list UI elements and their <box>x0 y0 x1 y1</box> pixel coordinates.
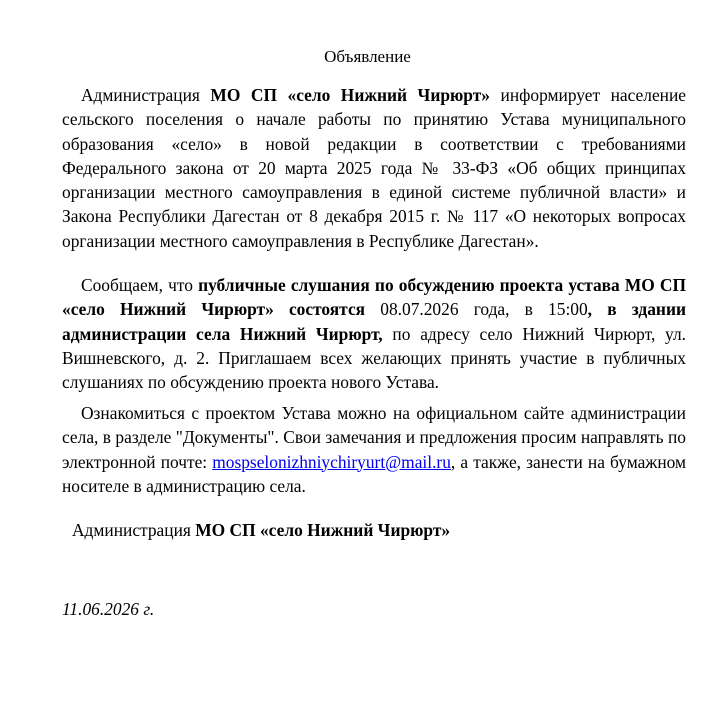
paragraph1-text-2: информирует население сельского поселения о начале работы по принятию Устава муниципального образования «село» в новой редакции в соответствии с требованиями Федерального закона от 20 марта 2025 года № 33-ФЗ «Об общих принципах организации местного самоуправления в единой системе публичной власти» и Закона Республики Дагестан от 8 декабря 2015 г. № 117 «О некоторых вопросах организации местного самоуправления в Республике Дагестан». <box>62 85 687 251</box>
email-link[interactable]: mospselonizhniychiryurt@mail.ru <box>212 451 451 472</box>
document-date: 11.06.2026 г. <box>62 599 155 619</box>
paragraph1-org-name: МО СП «село Нижний Чирюрт» <box>210 85 490 105</box>
signature-org: МО СП «село Нижний Чирюрт» <box>195 520 451 540</box>
paragraph2-datetime: 08.07.2026 года, в 15:00 <box>365 299 588 320</box>
paragraph-hearings <box>62 273 686 394</box>
paragraph3-text-2: , а также, занести на бумажном носителе в администрацию села. <box>62 451 686 496</box>
document-title: Объявление <box>324 47 411 66</box>
signature <box>72 518 450 542</box>
paragraph-contacts <box>62 401 686 498</box>
signature-prefix: Администрация <box>72 520 196 540</box>
paragraph2-hearings-subject: публичные слушания по обсуждению проекта устава МО СП «село Нижний Чирюрт» состоятся <box>62 275 687 320</box>
paragraph2-text-3: по адресу село Нижний Чирюрт, ул. Вишневского, д. 2. Приглашаем всех желающих принять участие в публичных слушаниях по обсуждению проекта нового Устава. <box>62 323 687 393</box>
paragraph1-text-1: Администрация <box>81 85 211 105</box>
paragraph2-venue: , в здании администрации села Нижний Чирюрт, <box>62 299 686 344</box>
paragraph2-text-1: Сообщаем, что <box>81 275 199 295</box>
paragraph3-text-1: Ознакомиться с проектом Устава можно на официальном сайте администрации села, в разделе "Документы". Свои замечания и предложения просим направлять по электронной почте: <box>62 403 686 472</box>
paragraph-announcement <box>62 83 686 253</box>
